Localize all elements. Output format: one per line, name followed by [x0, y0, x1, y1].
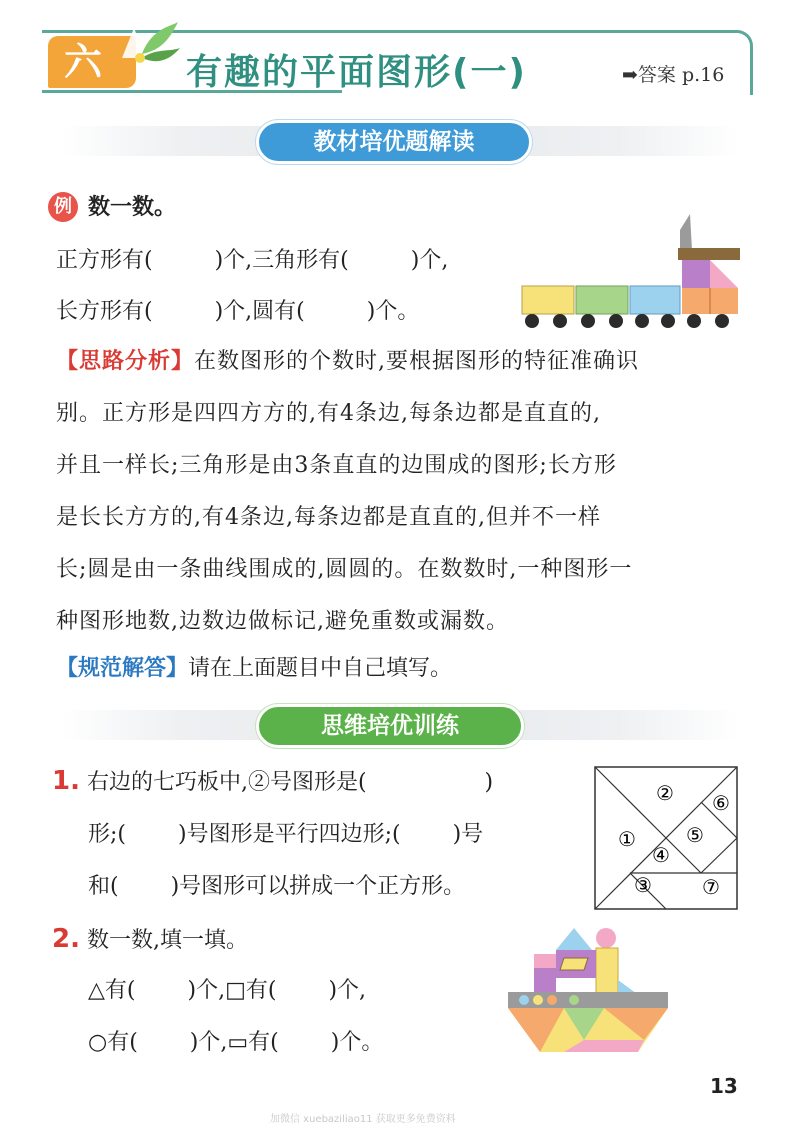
text-fragment: )个,	[328, 978, 367, 1003]
example-line-1	[56, 246, 448, 276]
tangram-diagram	[594, 766, 738, 910]
tangram-label-4: ④	[652, 843, 670, 867]
answer-tag: 【规范解答】	[56, 656, 189, 681]
text-fragment: )号图形可以拼成一个正方形。	[170, 874, 466, 899]
analysis-text: 是长长方方的,有4条边,每条边都是直直的,但并不一样	[56, 505, 601, 530]
question-1-line-1	[52, 766, 493, 798]
question-1-line-3	[88, 872, 465, 902]
text-fragment: )个,三角形有(	[214, 248, 349, 273]
tangram-label-6: ⑥	[712, 791, 730, 815]
text-fragment: )号图形是平行四边形;(	[178, 822, 401, 847]
text-fragment: )号	[452, 822, 484, 847]
analysis-text: 长;圆是由一条曲线围成的,圆圆的。在数数时,一种图形一	[56, 557, 633, 582]
example-line-2	[56, 297, 419, 327]
analysis-tag: 【思路分析】	[56, 349, 195, 374]
text-fragment: )个,圆有(	[214, 299, 305, 324]
text-fragment: )个。	[330, 1030, 384, 1055]
analysis-block	[56, 336, 746, 648]
text-fragment: 正方形有(	[56, 248, 153, 273]
text-fragment: )个。	[366, 299, 420, 324]
tangram-label-3: ③	[634, 873, 652, 897]
section-title-training	[256, 704, 524, 748]
text-fragment: 长方形有(	[56, 299, 153, 324]
example-badge: 例	[48, 192, 78, 222]
question-text: 数一数,填一填。	[86, 928, 248, 953]
section-title-textbook	[256, 120, 532, 164]
answer-text: 请在上面题目中自己填写。	[188, 656, 453, 681]
analysis-text: 种图形地数,边数边做标记,避免重数或漏数。	[56, 609, 509, 634]
example-prompt: 数一数。	[88, 195, 177, 220]
section-title-text: 思维培优训练	[321, 713, 459, 739]
text-fragment: )个,▭有(	[189, 1030, 279, 1055]
tangram-label-2: ②	[656, 781, 674, 805]
question-2-row-1	[88, 976, 366, 1006]
answer-reference-link[interactable]: ➡答案 p.16	[622, 64, 725, 86]
text-fragment: )个,	[410, 248, 449, 273]
leaf-decoration-icon	[112, 18, 182, 78]
text-fragment: )	[484, 770, 494, 795]
text-fragment: △有(	[88, 978, 136, 1003]
question-number: 2.	[52, 924, 80, 954]
page-title: 有趣的平面图形(一)	[186, 52, 527, 93]
footer-watermark-text: 加微信 xuebaziliao11 获取更多免费资料	[270, 1114, 456, 1125]
text-fragment: 和(	[88, 874, 119, 899]
text-fragment: )个,□有(	[187, 978, 277, 1003]
analysis-text: 在数图形的个数时,要根据图形的特征准确识	[194, 349, 640, 374]
analysis-text: 并且一样长;三角形是由3条直直的边围成的图形;长方形	[56, 453, 617, 478]
question-2-row-2	[88, 1028, 383, 1058]
question-number: 1.	[52, 766, 80, 796]
tangram-label-7: ⑦	[702, 875, 720, 899]
chapter-number: 六	[64, 39, 103, 84]
section-title-text: 教材培优题解读	[313, 129, 475, 155]
text-fragment: 右边的七巧板中,②号图形是(	[86, 770, 367, 795]
question-1-line-2	[88, 820, 483, 850]
text-fragment: ○有(	[88, 1030, 138, 1055]
analysis-text: 别。正方形是四四方方的,有4条边,每条边都是直直的,	[56, 401, 601, 426]
boat-illustration	[504, 920, 672, 1058]
tangram-label-1: ①	[618, 827, 636, 851]
text-fragment: 形;(	[88, 822, 126, 847]
question-2-prompt	[52, 924, 248, 956]
page-number: 13	[710, 1074, 738, 1098]
answer-line	[56, 654, 452, 684]
tangram-label-5: ⑤	[686, 823, 704, 847]
train-illustration	[518, 210, 742, 332]
